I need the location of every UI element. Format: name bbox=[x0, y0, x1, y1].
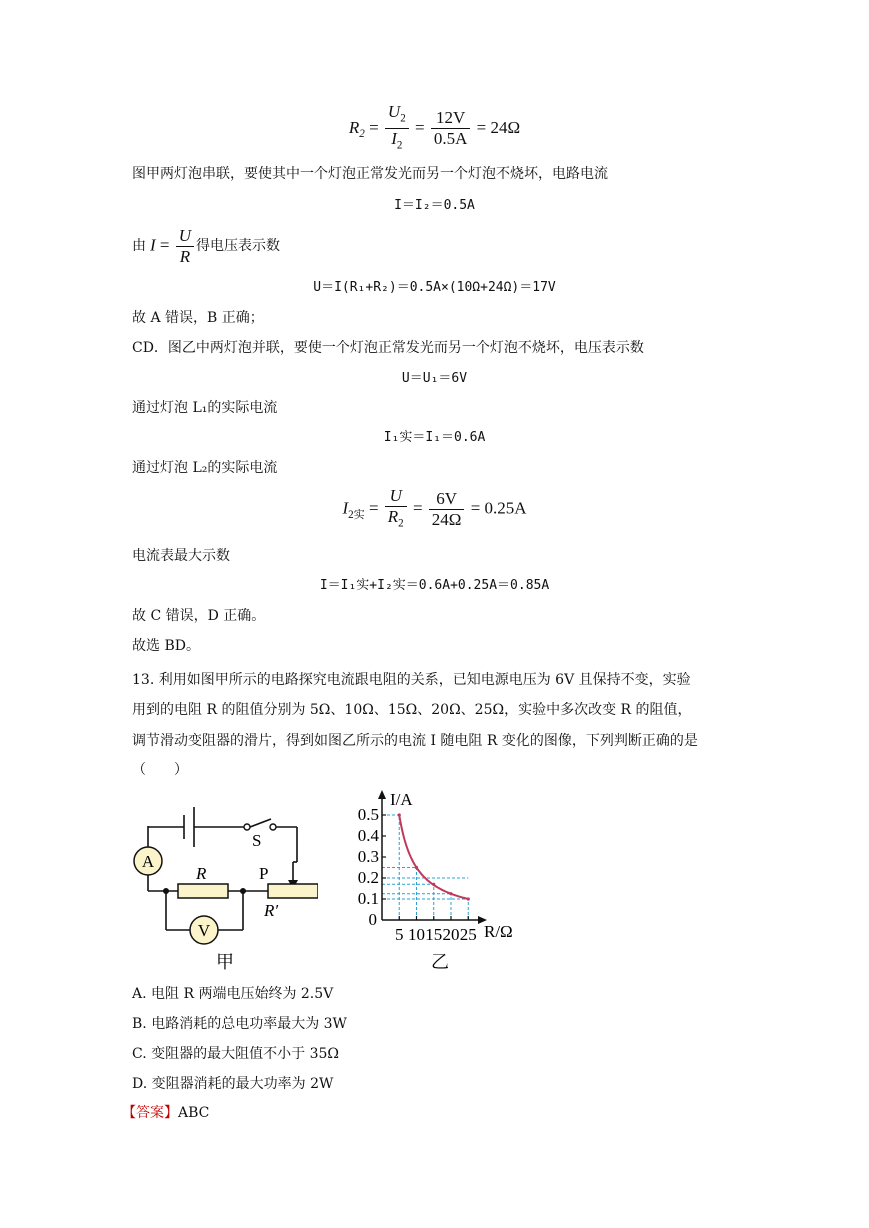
option-d: D. 变阻器消耗的最大功率为 2W bbox=[132, 1076, 334, 1092]
text-l1-current: 通过灯泡 L₁的实际电流 bbox=[132, 400, 278, 416]
eq-current: I＝I₂＝0.5A bbox=[394, 198, 475, 213]
y-axis-label: I/A bbox=[390, 790, 413, 809]
answer bbox=[122, 1103, 209, 1123]
answer-label: 【答案】 bbox=[122, 1105, 178, 1121]
eq-i1: I₁实＝I₁＝0.6A bbox=[383, 430, 486, 445]
switch-label: S bbox=[252, 831, 262, 850]
y-axis-arrow bbox=[378, 790, 386, 799]
circuit-caption: 甲 bbox=[216, 952, 234, 972]
text-choose: 故选 BD。 bbox=[132, 638, 200, 654]
text-cd-result: 故 C 错误，D 正确。 bbox=[132, 608, 266, 624]
x-tick-label: 20 bbox=[442, 925, 460, 944]
question-13-line1: 13. 利用如图甲所示的电路探究电流跟电阻的关系，已知电源电压为 6V 且保持不变，实验 bbox=[132, 672, 691, 688]
x-tick-label: 10 bbox=[408, 925, 425, 944]
formula-i2: $I_{2实}$ = $\frac{U}{R_2}$ = $\frac{6V}{24\Omega}$ = 0.25A bbox=[342, 486, 527, 530]
y-tick-label: 0.2 bbox=[357, 868, 379, 887]
series-line bbox=[399, 815, 468, 899]
option-b: B. 电路消耗的总电功率最大为 3W bbox=[132, 1016, 347, 1032]
y-tick-label: 0.1 bbox=[357, 889, 379, 908]
rheostat-label: R′ bbox=[264, 901, 279, 920]
text-series-circuit: 图甲两灯泡串联，要使其中一个灯泡正常发光而另一个灯泡不烧坏，电路电流 bbox=[132, 166, 608, 182]
question-13-line2: 用到的电阻 R 的阻值分别为 5Ω、10Ω、15Ω、20Ω、25Ω，实验中多次改变 R 的阻值， bbox=[132, 702, 692, 718]
chart-caption: 乙 bbox=[431, 952, 449, 972]
eq-voltage: U＝I(R₁+R₂)＝0.5A×(10Ω+24Ω)＝17V bbox=[313, 280, 556, 295]
rheostat bbox=[268, 884, 318, 898]
x-tick-label: 15 bbox=[425, 925, 443, 944]
x-tick-label: 5 bbox=[395, 925, 404, 944]
resistor-label: R bbox=[196, 864, 207, 883]
text-from-ohm: 由 I = $\frac{U}{R}$ 得电压表示数 bbox=[132, 225, 281, 266]
text-cd-intro: CD．图乙中两灯泡并联，要使一个灯泡正常发光而另一个灯泡不烧坏，电压表示数 bbox=[132, 340, 644, 356]
resistor-r bbox=[178, 884, 228, 898]
y-tick-label: 0.5 bbox=[357, 805, 379, 824]
question-13-line3: 调节滑动变阻器的滑片，得到如图乙所示的电流 I 随电阻 R 变化的图像，下列判断正确的是 bbox=[132, 733, 698, 749]
eq-u1: U＝U₁＝6V bbox=[401, 371, 468, 386]
question-13-line4: （ ） bbox=[132, 762, 188, 778]
text-l2-current: 通过灯泡 L₂的实际电流 bbox=[132, 460, 278, 476]
svg-text:A: A bbox=[141, 852, 155, 871]
x-axis-label: R/Ω bbox=[484, 922, 513, 941]
current-resistance-chart bbox=[340, 785, 530, 975]
y-tick-label: 0.4 bbox=[357, 826, 379, 845]
svg-text:V: V bbox=[197, 921, 211, 940]
option-a: A. 电阻 R 两端电压始终为 2.5V bbox=[132, 986, 334, 1002]
voltmeter bbox=[190, 916, 218, 944]
x-tick-label: 25 bbox=[459, 925, 477, 944]
text-ab-result: 故 A 错误，B 正确； bbox=[132, 310, 264, 326]
option-c: C. 变阻器的最大阻值不小于 35Ω bbox=[132, 1046, 339, 1062]
y-tick-label: 0.3 bbox=[357, 847, 379, 866]
slider-label: P bbox=[259, 864, 269, 883]
ammeter bbox=[134, 847, 162, 875]
eq-total-current: I＝I₁实+I₂实＝0.6A+0.25A＝0.85A bbox=[319, 578, 550, 593]
answer-value: ABC bbox=[178, 1105, 210, 1121]
circuit-diagram bbox=[128, 790, 318, 975]
y-tick-label: 0 bbox=[368, 910, 377, 929]
text-ammeter-max: 电流表最大示数 bbox=[132, 548, 230, 564]
formula-r2: $R_2$ = $\frac{U_2}{I_2}$ = $\frac{12V}{0.5A}$ = 24Ω bbox=[348, 102, 521, 152]
